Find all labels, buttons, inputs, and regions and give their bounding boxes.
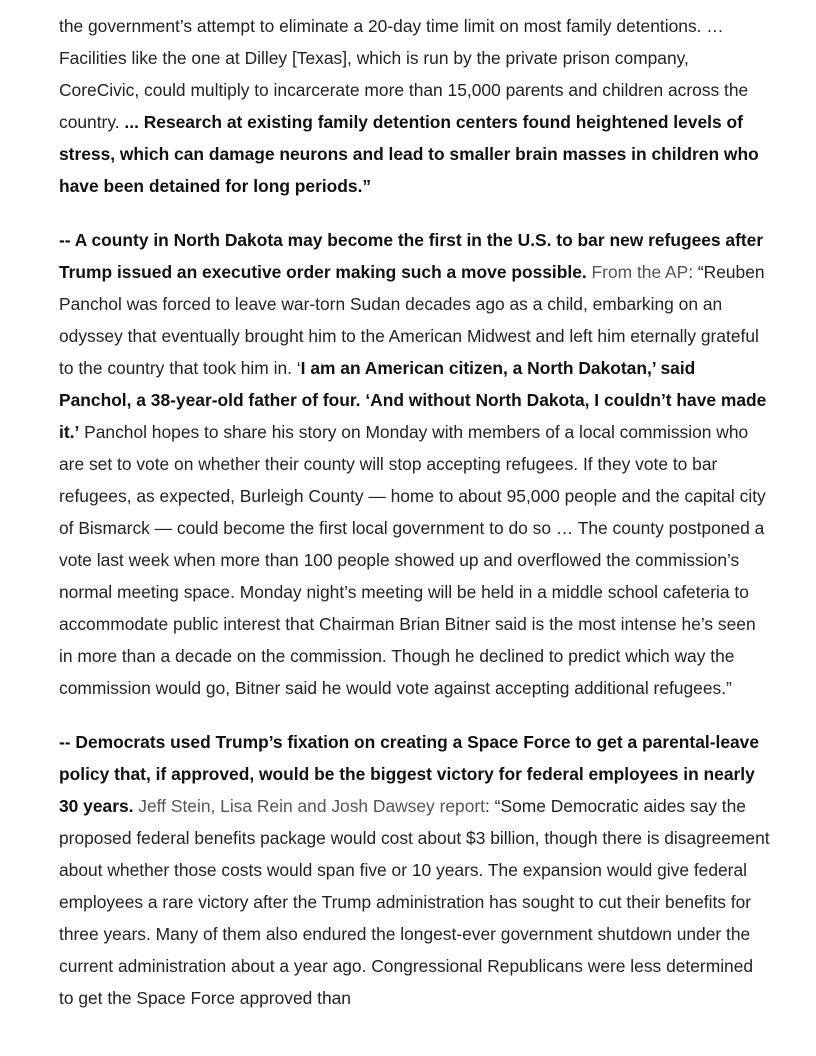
paragraph-space-force-parental-leave	[59, 726, 771, 1014]
bold-quote: I am an American citizen, a North Dakotan,’ said Panchol, a 38-year-old father of four. ‘And without North Dakota, I couldn’t have made it.’	[59, 358, 767, 442]
paragraph-lead: -- Democrats used Trump’s fixation on creating a Space Force to get a parental-leave policy that, if approved, would be the biggest victory for federal employees in nearly 30 years.	[59, 732, 760, 816]
paragraph-lead: -- A county in North Dakota may become the first in the U.S. to bar new refugees after Trump issued an executive order making such a move possible.	[59, 230, 764, 282]
paragraph-family-detention	[59, 10, 771, 202]
source-attribution: From the AP	[586, 262, 689, 282]
article-body	[59, 10, 771, 1014]
paragraph-text: : “Some Democratic aides say the proposed federal benefits package would cost about $3 billion, though there is disagreement about whether those costs would span five or 10 years. The expansion would give federal employees a rare victory after the Trump administration has sought to cut their benefits for three years. Many of them also endured the longest-ever government shutdown under the current administration about a year ago. Congressional Republicans were less determined to get the Space Force approved than	[59, 796, 770, 1008]
paragraph-text: : “Reuben Panchol was forced to leave war-torn Sudan decades ago as a child, embarking on an odyssey that eventually brought him to the American Midwest and left him eternally grateful to the country that took him in. ‘	[59, 262, 765, 378]
paragraph-text: the government’s attempt to eliminate a 20-day time limit on most family detentions. … Facilities like the one at Dilley [Texas], which is run by the private prison company, CoreCivic, could multiply to incarcerate more than 15,000 parents and children across the country.	[59, 16, 749, 132]
bold-quote: ... Research at existing family detention centers found heightened levels of stress, which can damage neurons and lead to smaller brain masses in children who have been detained for long periods.”	[59, 112, 759, 196]
paragraph-north-dakota-refugees	[59, 224, 771, 704]
paragraph-text: Panchol hopes to share his story on Monday with members of a local commission who are set to vote on whether their county will stop accepting refugees. If they vote to bar refugees, as expected, Burleigh County — home to about 95,000 people and the capital city of Bismarck — could become the first local government to do so … The county postponed a vote last week when more than 100 people showed up and overflowed the commission’s normal meeting space. Monday night’s meeting will be held in a middle school cafeteria to accommodate public interest that Chairman Brian Bitner said is the most intense he’s seen in more than a decade on the commission. Though he declined to predict which way the commission would go, Bitner said he would vote against accepting additional refugees.”	[59, 422, 766, 698]
source-attribution: Jeff Stein, Lisa Rein and Josh Dawsey report	[133, 796, 486, 816]
